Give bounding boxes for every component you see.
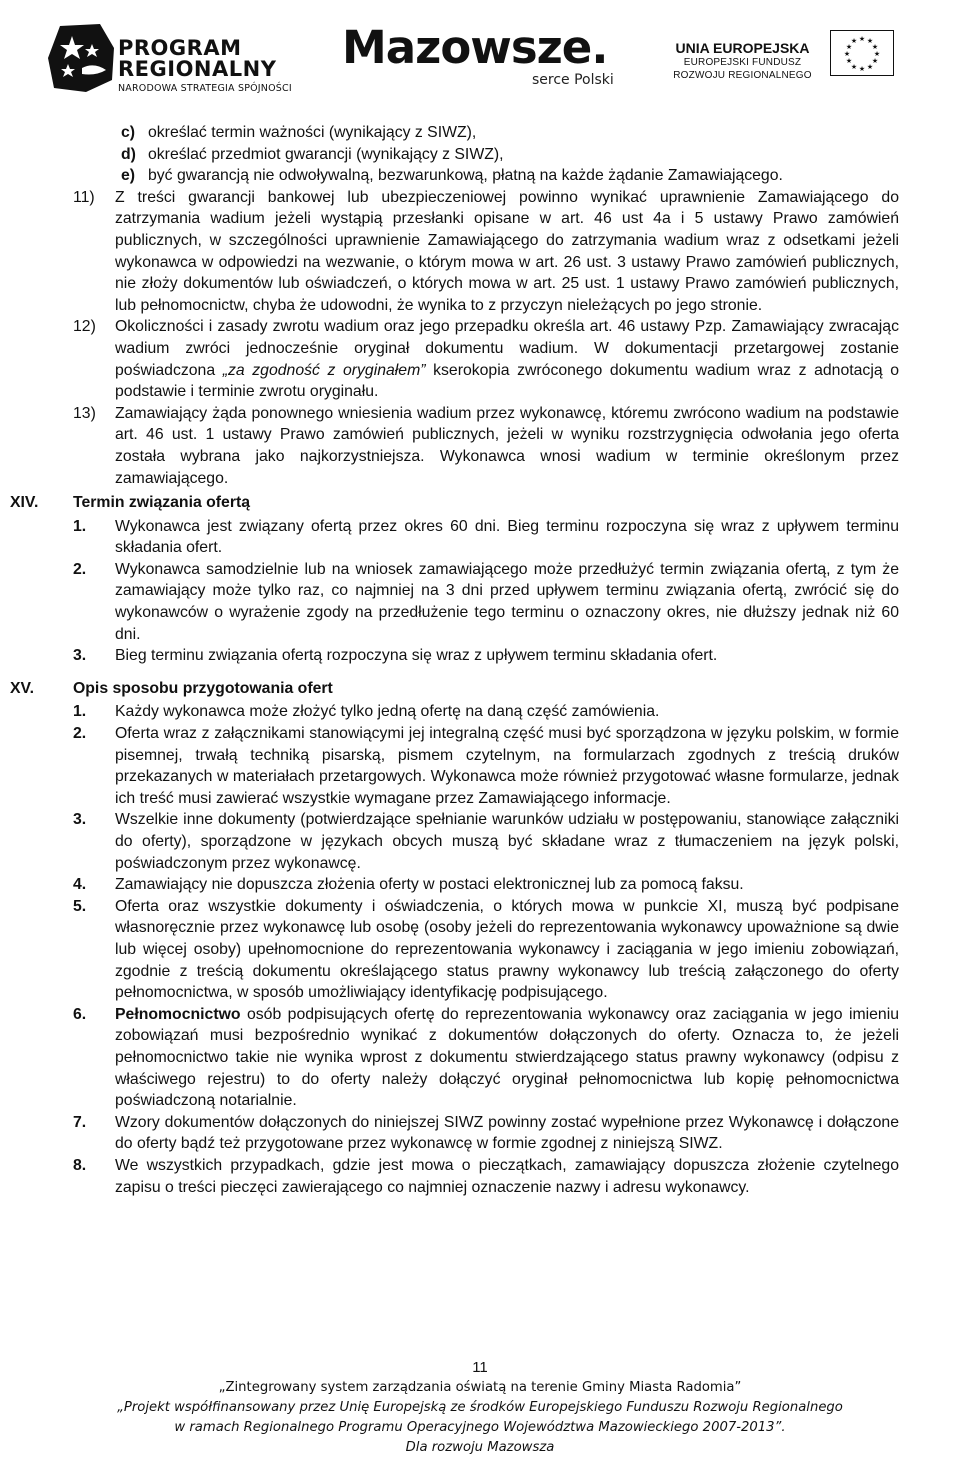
- section-title: Termin związania ofertą: [73, 494, 251, 512]
- item-text: Z treści gwarancji bankowej lub ubezpieczeniowej powinno wynikać uprawnienie Zamawiającego do zatrzymania wadium jeżeli wystąpią przesłanki opisane w art. 46 ust 4a i 5 ustawy Prawo zamówień publicznych, w szczególności uprawnienie Zamawiającego do zatrzymania wadium wraz z odsetkami jeżeli wykonawca w odpowiedzi na wezwanie, o którym mowa w art. 26 ust. 3 ustawy Prawo zamówień publicznych, nie złoży dokumentów lub oświadczeń, o których mowa w art. 25 ust. 1 ustawy Prawo zamówień publicznych, lub pełnomocnictw, chyba że udowodni, że wynika to z przyczyn nieleżących po jego stronie.: [115, 188, 899, 314]
- item-text: Bieg terminu związania ofertą rozpoczyna się wraz z upływem terminu składania ofert.: [115, 647, 718, 665]
- list-item: [121, 122, 899, 144]
- program-regionalny-logo-icon: [42, 18, 122, 96]
- item-text: Wykonawca jest związany ofertą przez okres 60 dni. Bieg terminu rozpoczyna się wraz z upływem terminu składania ofert.: [115, 517, 899, 557]
- page-header: [0, 0, 960, 110]
- item-text: Wykonawca samodzielnie lub na wniosek zamawiającego może przedłużyć termin związania ofertą, z tym że zamawiający może tylko raz, co najmniej na 3 dni przed upływem terminu związania ofertą, zwrócić się do wykonawców o wyrażenie zgody na przedłużenie tego terminu o oznaczony okres, nie dłuższy jednak niż 60 dni.: [115, 560, 899, 643]
- item-marker: 1.: [73, 703, 87, 721]
- svg-text:★: ★: [871, 57, 879, 65]
- section-heading: [10, 678, 899, 700]
- lettered-list: [121, 122, 899, 187]
- list-item: [73, 809, 899, 874]
- list-item: [73, 1004, 899, 1112]
- section-list: [73, 701, 899, 1198]
- list-item: [73, 896, 899, 1004]
- eu-line-2: EUROPEJSKI FUNDUSZ: [683, 57, 802, 68]
- list-item: [73, 516, 899, 559]
- item-marker: d): [121, 145, 136, 163]
- section-list: [73, 516, 899, 667]
- footer-line-4: Dla rozwoju Mazowsza: [405, 1440, 555, 1455]
- section-title: Opis sposobu przygotowania ofert: [73, 679, 333, 697]
- list-item: [73, 559, 899, 645]
- item-text: Zamawiający nie dopuszcza złożenia oferty w postaci elektronicznej lub za pomocą faksu.: [115, 876, 744, 894]
- eu-line-3: ROZWOJU REGIONALNEGO: [673, 70, 812, 81]
- list-item: [121, 165, 899, 187]
- mazowsze-wordmark: Mazowsze.: [342, 21, 608, 74]
- svg-text:★: ★: [858, 65, 866, 73]
- item-text-part: Okoliczności i zasady zwrotu wadium oraz jego przepadku określa art. 46 ustawy Pzp. Zamawiający zwracając wadium zwróci jednocześnie oryginał dokumentu wadium. W dokumentacji przetargowej zostanie poświadczona: [115, 318, 899, 379]
- item-text: Zamawiający żąda ponownego wniesienia wadium przez wykonawcę, któremu zwrócono wadium na podstawie art. 46 ust. 1 ustawy Prawo zamówień publicznych, jeżeli w wyniku rozstrzygnięcia odwołania jego oferta została wybrana jako najkorzystniejsza. Wykonawca wnosi wadium w terminie określonym przez zamawiającego.: [115, 404, 899, 487]
- item-marker: 5.: [73, 897, 87, 915]
- svg-text:★: ★: [873, 50, 881, 58]
- program-line-1: PROGRAM: [118, 36, 242, 60]
- item-marker: 4.: [73, 876, 87, 894]
- item-marker: 2.: [73, 560, 87, 578]
- item-text-part: kserokopia zwróconego dokumentu wadium wraz z adnotacją o podstawie i terminie zwrotu oryginału.: [115, 361, 899, 401]
- document-body: [10, 122, 899, 1198]
- eu-line-1: UNIA EUROPEJSKA: [675, 40, 810, 56]
- item-marker: e): [121, 167, 136, 185]
- item-marker: 13): [73, 404, 96, 422]
- italic-phrase: „za zgodność z oryginałem”: [222, 361, 426, 379]
- footer-line-2: „Projekt współfinansowany przez Unię Europejską ze środków Europejskiego Funduszu Rozwoju Regionalnego: [117, 1400, 843, 1415]
- svg-text:★: ★: [866, 63, 874, 71]
- footer-line-1: „Zintegrowany system zarządzania oświatą na terenie Gminy Miasta Radomia”: [218, 1380, 742, 1395]
- item-text: We wszystkich przypadkach, gdzie jest mowa o pieczątkach, zamawiający dopuszcza złożenie czytelnego zapisu o treści pieczęci zawierającego co najmniej oznaczenie nazwy i adresu wykonawcy.: [115, 1156, 899, 1196]
- svg-text:★: ★: [843, 50, 851, 58]
- item-marker: 8.: [73, 1156, 87, 1174]
- list-item: [73, 874, 899, 896]
- item-text: określać termin ważności (wynikający z SIWZ),: [148, 124, 477, 141]
- item-marker: 1.: [73, 517, 87, 535]
- item-text: [115, 1004, 899, 1112]
- list-item: [73, 701, 899, 723]
- list-item: [73, 187, 899, 317]
- item-marker: 6.: [73, 1005, 87, 1023]
- list-item: [73, 1155, 899, 1198]
- item-text: Wzory dokumentów dołączonych do niniejszej SIWZ powinny zostać wypełnione przez Wykonawcę i dołączone do oferty bądź też przygotowane przez wykonawcę w formie zgodnej z niniejszą SIWZ.: [115, 1113, 899, 1153]
- item-text: [115, 316, 899, 402]
- item-text-part: osób podpisujących ofertę do reprezentowania wykonawcy oraz zaciągania w jego imieniu zobowiązań musi bezpośrednio wynikać z dokumentów dołączonych do oferty. Oznacza to, że jeżeli pełnomocnictwo takie nie wynika wprost z dokumentu stwierdzającego status prawny wykonawcy (odpisu z właściwego rejestru) to do oferty należy dołączyć oryginał pełnomocnictwa lub kopię pełnomocnictwa poświadczoną notarialnie.: [115, 1005, 899, 1110]
- svg-text:★: ★: [845, 57, 853, 65]
- item-marker: c): [121, 124, 136, 141]
- section-number: XV.: [10, 679, 35, 697]
- program-line-2: REGIONALNY: [118, 57, 277, 81]
- item-marker: 2.: [73, 725, 87, 743]
- item-marker: 3.: [73, 647, 87, 665]
- svg-text:★: ★: [866, 37, 874, 45]
- item-marker: 3.: [73, 811, 87, 829]
- page-footer: [0, 1358, 960, 1458]
- mazowsze-logo: [342, 22, 632, 92]
- svg-text:★: ★: [871, 43, 879, 51]
- item-text: Oferta oraz wszystkie dokumenty i oświadczenia, o których mowa w punkcie XI, muszą być podpisane własnoręcznie przez wykonawcę lub osobę (osoby jeżeli do reprezentowania wykonawcy upoważnione są dwie lub więcej osoby) upełnomocnione do reprezentowania wykonawcy i zaciągania w jego imieniu zobowiązań, zgodnie z treścią dokumentu określającego status prawny wykonawcy lub treścią załączonego do oferty pełnomocnictwa, w sposób umożliwiający identyfikację podpisującego.: [115, 897, 899, 1002]
- eu-flag-icon: [830, 30, 894, 76]
- item-text: być gwarancją nie odwoływalną, bezwarunkową, płatną na każde żądanie Zamawiającego.: [148, 167, 783, 185]
- list-item: [73, 645, 899, 667]
- item-text: Wszelkie inne dokumenty (potwierdzające spełnianie warunków udziału w postępowaniu, stanowiące załączniki do oferty), sporządzone w językach obcych muszą być składane wraz z tłumaczeniem na język polski, poświadczonym przez wykonawcę.: [115, 811, 899, 872]
- item-marker: 7.: [73, 1113, 87, 1131]
- svg-text:★: ★: [845, 43, 853, 51]
- svg-text:★: ★: [850, 63, 858, 71]
- eu-text: [660, 40, 825, 82]
- list-item: [73, 1112, 899, 1155]
- item-marker: 12): [73, 318, 96, 336]
- svg-text:★: ★: [850, 37, 858, 45]
- section-heading: [10, 492, 899, 514]
- program-line-3: NARODOWA STRATEGIA SPÓJNOŚCI: [118, 83, 292, 94]
- item-text: określać przedmiot gwarancji (wynikający z SIWZ),: [148, 145, 504, 163]
- list-item: [73, 316, 899, 402]
- page-number: 11: [472, 1359, 488, 1376]
- list-item: [73, 403, 899, 489]
- bold-lead: Pełnomocnictwo: [115, 1005, 241, 1023]
- section-number: XIV.: [10, 494, 39, 512]
- numbered-list: [73, 187, 899, 489]
- item-marker: 11): [73, 188, 95, 206]
- list-item: [121, 144, 899, 166]
- program-regionalny-text: [118, 38, 292, 96]
- item-text: Oferta wraz z załącznikami stanowiącymi jej integralną część musi być sporządzona w języku polskim, w formie pisemnej, trwałą techniką pisarską, pismem czytelnym, na formularzach zgodnych z treścią druków przekazanych w materiałach przetargowych. Wykonawca może również przygotować własne formularze, jednak ich treść musi zawierać wszystkie wymagane przez Zamawiającego informacje.: [115, 725, 899, 807]
- svg-text:★: ★: [858, 35, 866, 43]
- list-item: [73, 723, 899, 809]
- mazowsze-tagline: serce Polski: [532, 72, 614, 88]
- item-text: Każdy wykonawca może złożyć tylko jedną ofertę na daną część zamówienia.: [115, 703, 660, 721]
- footer-line-3: w ramach Regionalnego Programu Operacyjnego Województwa Mazowieckiego 2007-2013”.: [174, 1420, 786, 1435]
